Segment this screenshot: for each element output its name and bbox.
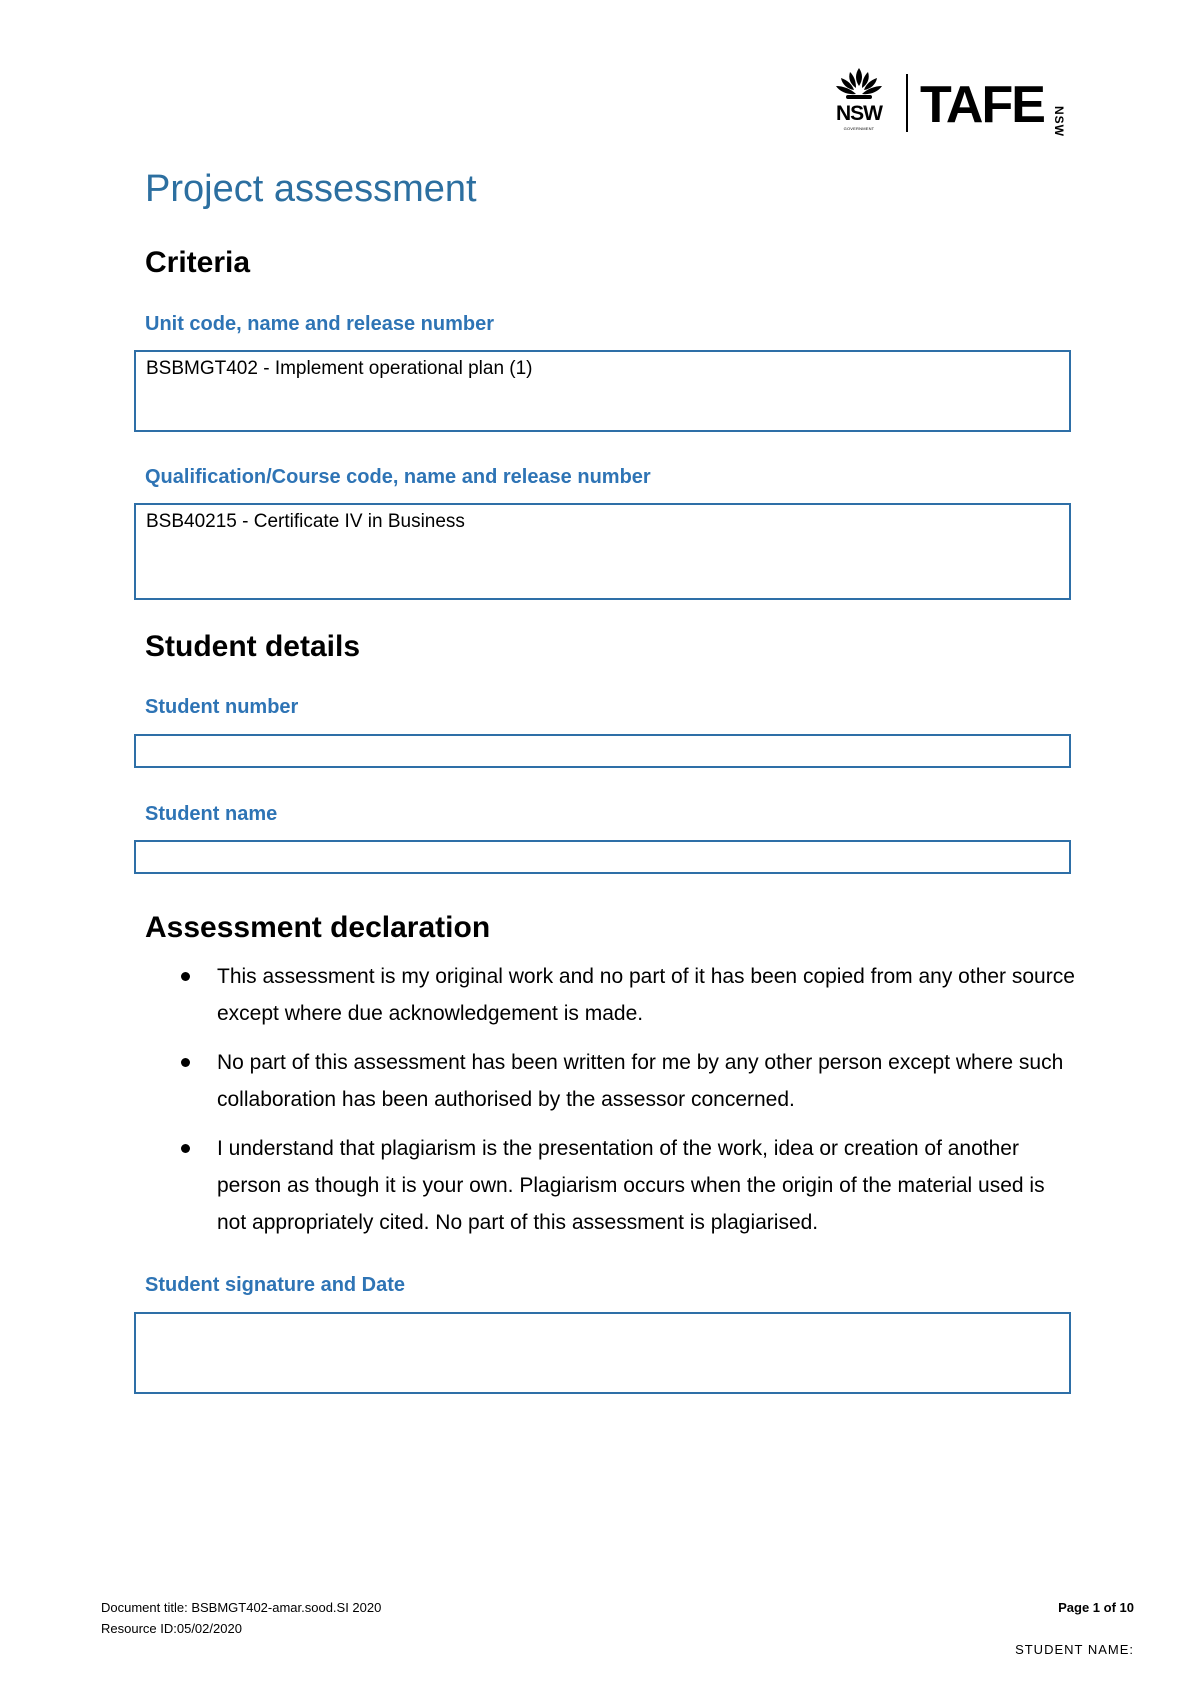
page-title: Project assessment — [145, 168, 477, 210]
tafe-logo-text: TAFE — [920, 76, 1044, 134]
footer-page-number: Page 1 of 10 — [1058, 1600, 1134, 1615]
footer-resource-id: Resource ID:05/02/2020 — [101, 1621, 242, 1636]
signature-date-field[interactable] — [134, 1312, 1071, 1394]
qualification-field[interactable] — [134, 503, 1071, 600]
unit-code-value: BSBMGT402 - Implement operational plan (1) — [146, 358, 533, 379]
student-name-field[interactable] — [134, 840, 1071, 874]
declaration-item-text: I understand that plagiarism is the presentation of the work, idea or creation of another person as though it is your own. Plagiarism occurs when the origin of the material used is not appropriately cited. No part of this assessment is plagiarised. — [217, 1137, 1045, 1234]
signature-date-label: Student signature and Date — [145, 1274, 406, 1296]
footer-student-name: STUDENT NAME: — [1015, 1642, 1134, 1657]
list-item — [145, 958, 1075, 1032]
student-number-field[interactable] — [134, 734, 1071, 768]
waratah-icon — [828, 66, 890, 102]
declaration-item-text: No part of this assessment has been written for me by any other person except where such collaboration has been authorised by the assessor concerned. — [217, 1051, 1064, 1111]
criteria-heading: Criteria — [145, 246, 251, 279]
declaration-item-text: This assessment is my original work and no part of it has been copied from any other source except where due acknowledgement is made. — [217, 965, 1075, 1025]
bullet-icon — [181, 1144, 190, 1153]
declaration-list — [145, 958, 1075, 1253]
qualification-value: BSB40215 - Certificate IV in Business — [146, 511, 465, 532]
student-name-label: Student name — [145, 803, 278, 825]
qualification-label: Qualification/Course code, name and release number — [145, 466, 651, 488]
student-number-label: Student number — [145, 696, 299, 718]
bullet-icon — [181, 972, 190, 981]
list-item — [145, 1044, 1075, 1118]
unit-code-label: Unit code, name and release number — [145, 313, 494, 335]
logo-divider — [906, 74, 908, 132]
government-logo-text: GOVERNMENT — [843, 126, 875, 131]
bullet-icon — [181, 1058, 190, 1067]
unit-code-field[interactable] — [134, 350, 1071, 432]
footer-document-title: Document title: BSBMGT402-amar.sood.SI 2020 — [101, 1600, 382, 1615]
assessment-declaration-heading: Assessment declaration — [145, 911, 491, 944]
nsw-logo-text: NSW — [836, 102, 882, 125]
tafe-nsw-logo: NSW GOVERNMENT TAFE NSW — [828, 66, 1098, 136]
list-item — [145, 1130, 1075, 1241]
student-details-heading: Student details — [145, 630, 361, 663]
